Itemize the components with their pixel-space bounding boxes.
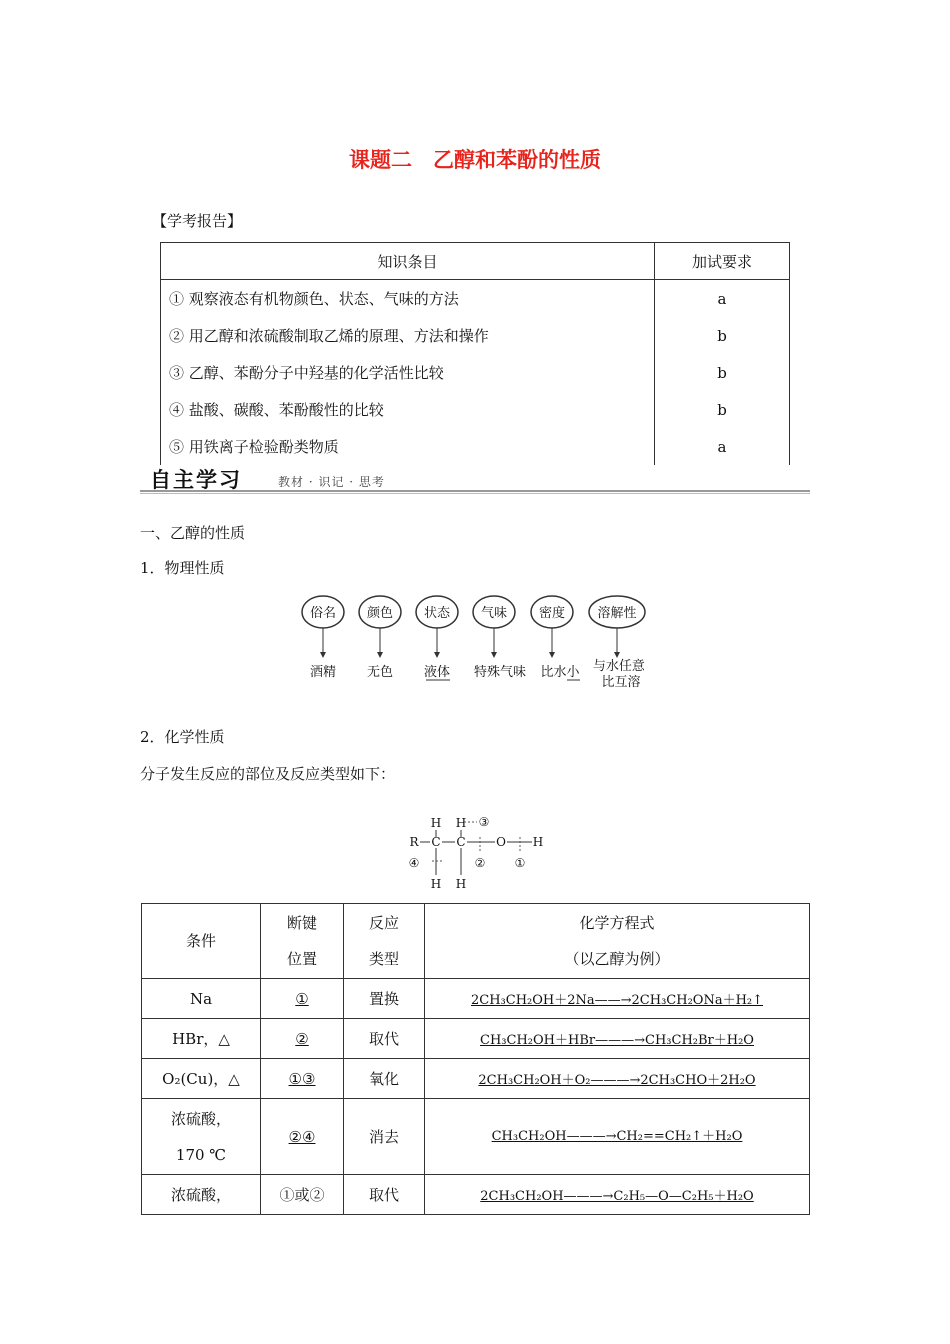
- header-line: 位置: [286, 950, 317, 968]
- header-line: 反应: [368, 914, 399, 932]
- column-header: 知识条目: [161, 243, 655, 280]
- requirement-level: b: [655, 354, 790, 391]
- condition-line: 浓硫酸，: [170, 1109, 231, 1128]
- reaction-type-cell: 取代: [344, 1019, 425, 1059]
- knowledge-item: ④ 盐酸、碳酸、苯酚酸性的比较: [161, 391, 655, 428]
- atom-label: H: [430, 877, 442, 891]
- column-header: 加试要求: [655, 243, 790, 280]
- condition-cell: Na: [142, 979, 261, 1019]
- bond-mark: ③: [478, 815, 490, 829]
- bond-position-cell: ①: [261, 979, 344, 1019]
- bond-mark: ④: [408, 856, 420, 870]
- bond-position-cell: ②④: [261, 1099, 344, 1175]
- header-line: 类型: [368, 950, 399, 968]
- requirement-level: b: [655, 317, 790, 354]
- property-value-line: 与水任意: [592, 659, 645, 674]
- table-header-row: [161, 243, 790, 280]
- table-row: [142, 1099, 810, 1175]
- section-heading: 一、乙醇的性质: [140, 524, 246, 542]
- condition-cell: [142, 1099, 261, 1175]
- table-row: [161, 354, 790, 391]
- section-band-title: 自主学习: [150, 468, 242, 492]
- property-node: [359, 596, 401, 680]
- header-line: （以乙醇为例）: [564, 950, 670, 968]
- table-row: [161, 317, 790, 354]
- condition-cell: 浓硫酸，: [142, 1175, 261, 1215]
- property-name: 俗名: [309, 606, 337, 621]
- knowledge-item: ② 用乙醇和浓硫酸制取乙烯的原理、方法和操作: [161, 317, 655, 354]
- property-value: [593, 658, 649, 690]
- property-value: 特殊气味: [473, 665, 527, 680]
- property-node: [302, 596, 344, 680]
- property-node: [531, 596, 580, 680]
- table-row: [161, 428, 790, 465]
- table-row: [142, 1175, 810, 1215]
- equation-cell: 2CH₃CH₂OH———→C₂H₅—O—C₂H₅＋H₂O: [425, 1175, 810, 1215]
- table-row: [142, 979, 810, 1019]
- atom-label: H: [532, 835, 544, 849]
- property-name: 密度: [538, 606, 566, 621]
- atom-label: H: [455, 877, 467, 891]
- column-header: [344, 904, 425, 979]
- section-band-subtitle: 教材 · 识记 · 思考: [278, 475, 385, 489]
- bond-position-cell: ②: [261, 1019, 344, 1059]
- atom-label: O: [496, 835, 506, 849]
- atom-label: H: [455, 816, 467, 830]
- table-row: [161, 280, 790, 318]
- subsection-heading: 1．物理性质: [140, 559, 225, 577]
- property-name: 颜色: [366, 606, 394, 621]
- column-header: [261, 904, 344, 979]
- bond-mark: ②: [474, 856, 486, 870]
- property-value: 液体: [423, 665, 451, 680]
- knowledge-item: ⑤ 用铁离子检验酚类物质: [161, 428, 655, 465]
- requirement-level: b: [655, 391, 790, 428]
- property-value: 比水小: [540, 665, 580, 680]
- knowledge-item: ③ 乙醇、苯酚分子中羟基的化学活性比较: [161, 354, 655, 391]
- report-table: [160, 242, 790, 465]
- physical-properties-diagram: [290, 590, 670, 700]
- equation-cell: 2CH₃CH₂OH＋2Na——→2CH₃CH₂ONa＋H₂↑: [425, 979, 810, 1019]
- reaction-type-cell: 置换: [344, 979, 425, 1019]
- bond-mark: ①: [514, 856, 526, 870]
- bond-position-cell: ①③: [261, 1059, 344, 1099]
- page-title: 课题二 乙醇和苯酚的性质: [349, 148, 601, 172]
- atom-label: C: [456, 835, 466, 849]
- equation-cell: CH₃CH₂OH———→CH₂==CH₂↑＋H₂O: [425, 1099, 810, 1175]
- property-node: [473, 596, 526, 680]
- subsection-heading: 2．化学性质: [140, 728, 225, 746]
- atom-label: C: [431, 835, 441, 849]
- intro-text: 分子发生反应的部位及反应类型如下：: [140, 765, 396, 783]
- property-name: 状态: [423, 606, 451, 621]
- requirement-level: a: [655, 280, 790, 318]
- column-header: 条件: [142, 904, 261, 979]
- requirement-level: a: [655, 428, 790, 465]
- reaction-type-cell: 氧化: [344, 1059, 425, 1099]
- ethanol-structure-diagram: [400, 815, 560, 895]
- table-row: [161, 391, 790, 428]
- knowledge-item: ① 观察液态有机物颜色、状态、气味的方法: [161, 280, 655, 318]
- property-node: [416, 596, 458, 680]
- condition-cell: O₂(Cu)，△: [142, 1059, 261, 1099]
- header-line: 断键: [286, 914, 317, 932]
- table-row: [142, 1019, 810, 1059]
- table-row: [142, 1059, 810, 1099]
- property-name: 溶解性: [597, 606, 637, 621]
- bond-position-cell: ①或②: [261, 1175, 344, 1215]
- table-header-row: [142, 904, 810, 979]
- equation-cell: CH₃CH₂OH＋HBr———→CH₃CH₂Br＋H₂O: [425, 1019, 810, 1059]
- property-value-line: 比互溶: [601, 675, 641, 690]
- condition-line: 170 ℃: [175, 1145, 227, 1164]
- property-name: 气味: [480, 606, 508, 621]
- reaction-type-cell: 消去: [344, 1099, 425, 1175]
- property-value: 无色: [366, 665, 394, 680]
- report-heading: 【学考报告】: [152, 212, 243, 230]
- condition-cell: HBr，△: [142, 1019, 261, 1059]
- reaction-table: [141, 903, 810, 1215]
- header-line: 化学方程式: [579, 914, 655, 932]
- property-value: 酒精: [309, 665, 337, 680]
- atom-label: R: [409, 835, 419, 849]
- equation-cell: 2CH₃CH₂OH＋O₂———→2CH₃CHO＋2H₂O: [425, 1059, 810, 1099]
- atom-label: H: [430, 816, 442, 830]
- property-node: [589, 596, 649, 690]
- column-header: [425, 904, 810, 979]
- reaction-type-cell: 取代: [344, 1175, 425, 1215]
